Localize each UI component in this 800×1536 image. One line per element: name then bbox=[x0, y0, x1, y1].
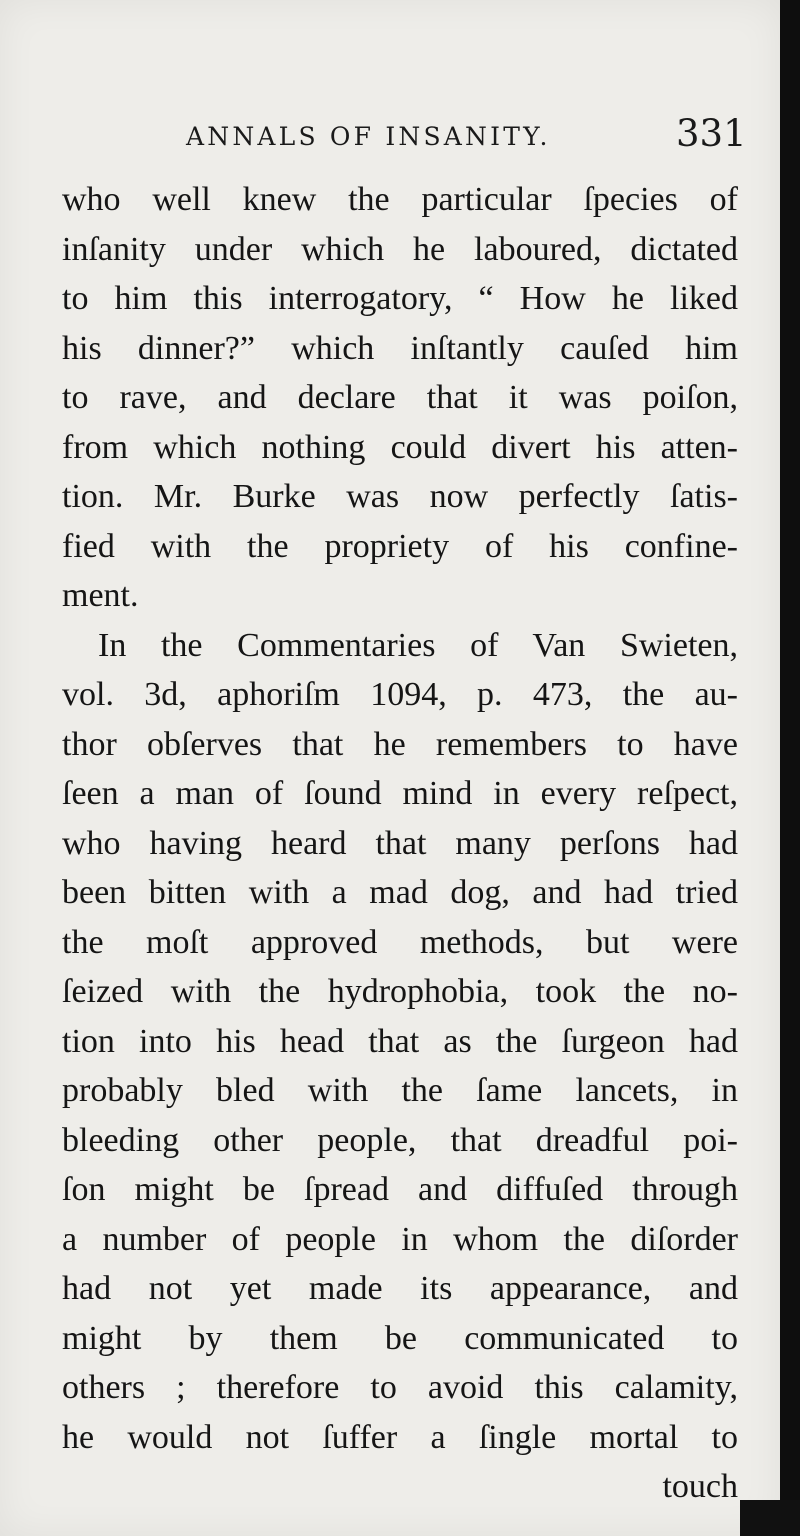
text-line: tion into his head that as the ſurgeon had bbox=[62, 1022, 738, 1060]
text-line: probably bled with the ſame lancets, in bbox=[62, 1072, 738, 1109]
text-line: to him this interrogatory, “ How he liked bbox=[62, 280, 738, 317]
text-line: had not yet made its appearance, and bbox=[62, 1270, 738, 1307]
body-text bbox=[62, 175, 738, 1512]
text-line: thor obſerves that he remembers to have bbox=[62, 725, 738, 763]
text-line: to rave, and declare that it was poiſon, bbox=[62, 379, 738, 416]
text-line: ſon might be ſpread and diffuſed through bbox=[62, 1171, 738, 1208]
text-line: others ; therefore to avoid this calamity, bbox=[62, 1369, 738, 1406]
scan-dark-corner bbox=[740, 1500, 800, 1536]
page-header bbox=[0, 112, 780, 162]
text-line: inſanity under which he laboured, dictated bbox=[62, 230, 738, 268]
text-line: might by them be communicated to bbox=[62, 1319, 738, 1357]
catchword: touch bbox=[662, 1468, 738, 1505]
text-line: tion. Mr. Burke was now perfectly ſatis- bbox=[62, 478, 738, 515]
text-line: the moſt approved methods, but were bbox=[62, 923, 738, 961]
text-line: from which nothing could divert his atten- bbox=[62, 428, 738, 466]
paragraph-first-line: In the Commentaries of Van Swieten, bbox=[98, 626, 738, 664]
text-line: ſeen a man of ſound mind in every reſpect, bbox=[62, 775, 738, 812]
text-line: bleeding other people, that dreadful poi- bbox=[62, 1121, 738, 1159]
running-head: ANNALS OF INSANITY. bbox=[186, 122, 551, 151]
text-line: been bitten with a mad dog, and had tried bbox=[62, 874, 738, 911]
text-line: fied with the propriety of his confine- bbox=[62, 527, 738, 565]
text-line: vol. 3d, aphoriſm 1094, p. 473, the au- bbox=[62, 676, 738, 713]
text-line: his dinner?” which inſtantly cauſed him bbox=[62, 329, 738, 367]
text-line: who well knew the particular ſpecies of bbox=[62, 181, 738, 218]
text-line: a number of people in whom the diſorder bbox=[62, 1220, 738, 1258]
text-line: ment. bbox=[62, 577, 139, 614]
text-line: ſeized with the hydrophobia, took the no- bbox=[62, 973, 738, 1010]
text-line: who having heard that many perſons had bbox=[62, 824, 738, 862]
text-line: he would not ſuffer a ſingle mortal to bbox=[62, 1418, 738, 1456]
scan-dark-edge bbox=[780, 0, 800, 1536]
page-number: 331 bbox=[676, 112, 747, 155]
